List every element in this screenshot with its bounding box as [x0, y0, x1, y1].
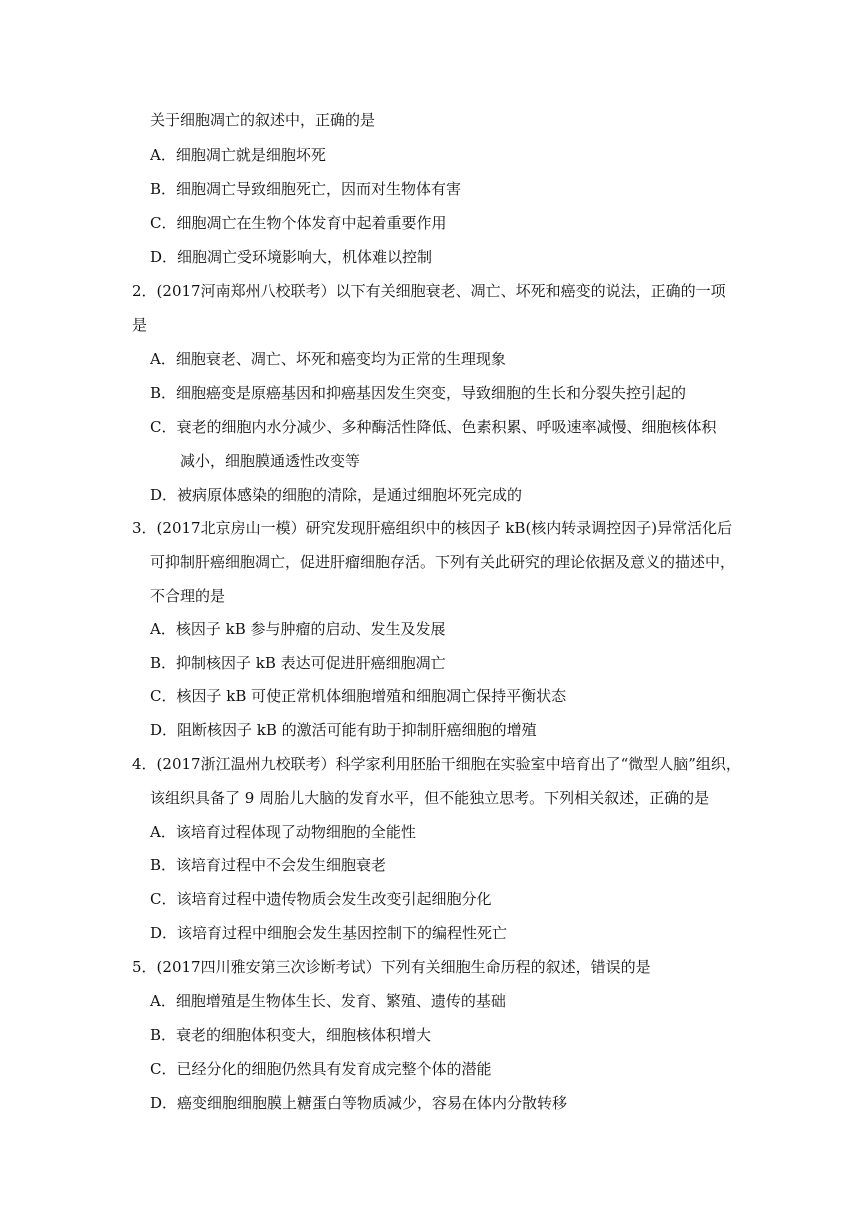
- q1-option-b: B．细胞凋亡导致细胞死亡，因而对生物体有害: [150, 180, 462, 198]
- q2-option-c: C．衰老的细胞内水分减少、多种酶活性降低、色素积累、呼吸速率减慢、细胞核体积: [150, 418, 717, 436]
- q5-option-c: C．已经分化的细胞仍然具有发育成完整个体的潜能: [150, 1060, 492, 1078]
- q3-option-d: D．阻断核因子 kB 的激活可能有助于抑制肝癌细胞的增殖: [150, 721, 537, 739]
- q2-option-c-cont: 减小，细胞膜通透性改变等: [180, 452, 361, 470]
- q4-option-b: B．该培育过程中不会发生细胞衰老: [150, 856, 387, 874]
- q2-option-b: B．细胞癌变是原癌基因和抑癌基因发生突变，导致细胞的生长和分裂失控引起的: [150, 384, 687, 402]
- q1-option-d: D．细胞凋亡受环境影响大，机体难以控制: [150, 248, 433, 266]
- q4-option-a: A．该培育过程体现了动物细胞的全能性: [150, 823, 416, 841]
- q1-option-c: C．细胞凋亡在生物个体发育中起着重要作用: [150, 214, 447, 232]
- q3-stem-line1: 3．(2017北京房山一模）研究发现肝癌组织中的核因子 kB(核内转录调控因子)异常活化后: [132, 519, 733, 537]
- q3-stem-line2: 可抑制肝癌细胞凋亡，促进肝瘤细胞存活。下列有关此研究的理论依据及意义的描述中，: [150, 553, 736, 571]
- q1-option-a: A．细胞凋亡就是细胞坏死: [150, 146, 326, 164]
- q3-stem-line3: 不合理的是: [150, 587, 226, 605]
- q3-option-a: A．核因子 kB 参与肿瘤的启动、发生及发展: [150, 620, 446, 638]
- q4-stem-line1: 4．(2017浙江温州九校联考）科学家利用胚胎干细胞在实验室中培育出了“微型人脑”组织，: [132, 755, 741, 773]
- q5-stem-line1: 5．(2017四川雅安第三次诊断考试）下列有关细胞生命历程的叙述，错误的是: [132, 958, 651, 976]
- q5-option-b: B．衰老的细胞体积变大，细胞核体积增大: [150, 1026, 432, 1044]
- q2-stem-line1: 2．(2017河南郑州八校联考）以下有关细胞衰老、凋亡、坏死和癌变的说法，正确的一项: [132, 282, 726, 300]
- q1-stem: 关于细胞凋亡的叙述中，正确的是: [150, 111, 376, 129]
- q4-option-c: C．该培育过程中遗传物质会发生改变引起细胞分化: [150, 890, 492, 908]
- q2-option-d: D．被病原体感染的细胞的清除，是通过细胞坏死完成的: [150, 486, 523, 504]
- q3-option-b: B．抑制核因子 kB 表达可促进肝癌细胞凋亡: [150, 654, 446, 672]
- q5-option-a: A．细胞增殖是生物体生长、发育、繁殖、遗传的基础: [150, 992, 506, 1010]
- q5-option-d: D．癌变细胞细胞膜上糖蛋白等物质减少，容易在体内分散转移: [150, 1094, 568, 1112]
- q2-stem-line2: 是: [132, 316, 148, 334]
- q2-option-a: A．细胞衰老、凋亡、坏死和癌变均为正常的生理现象: [150, 350, 506, 368]
- q4-option-d: D．该培育过程中细胞会发生基因控制下的编程性死亡: [150, 924, 508, 942]
- q4-stem-line2: 该组织具备了 9 周胎儿大脑的发育水平，但不能独立思考。下列相关叙述，正确的是: [150, 789, 710, 807]
- q3-option-c: C．核因子 kB 可使正常机体细胞增殖和细胞凋亡保持平衡状态: [150, 687, 567, 705]
